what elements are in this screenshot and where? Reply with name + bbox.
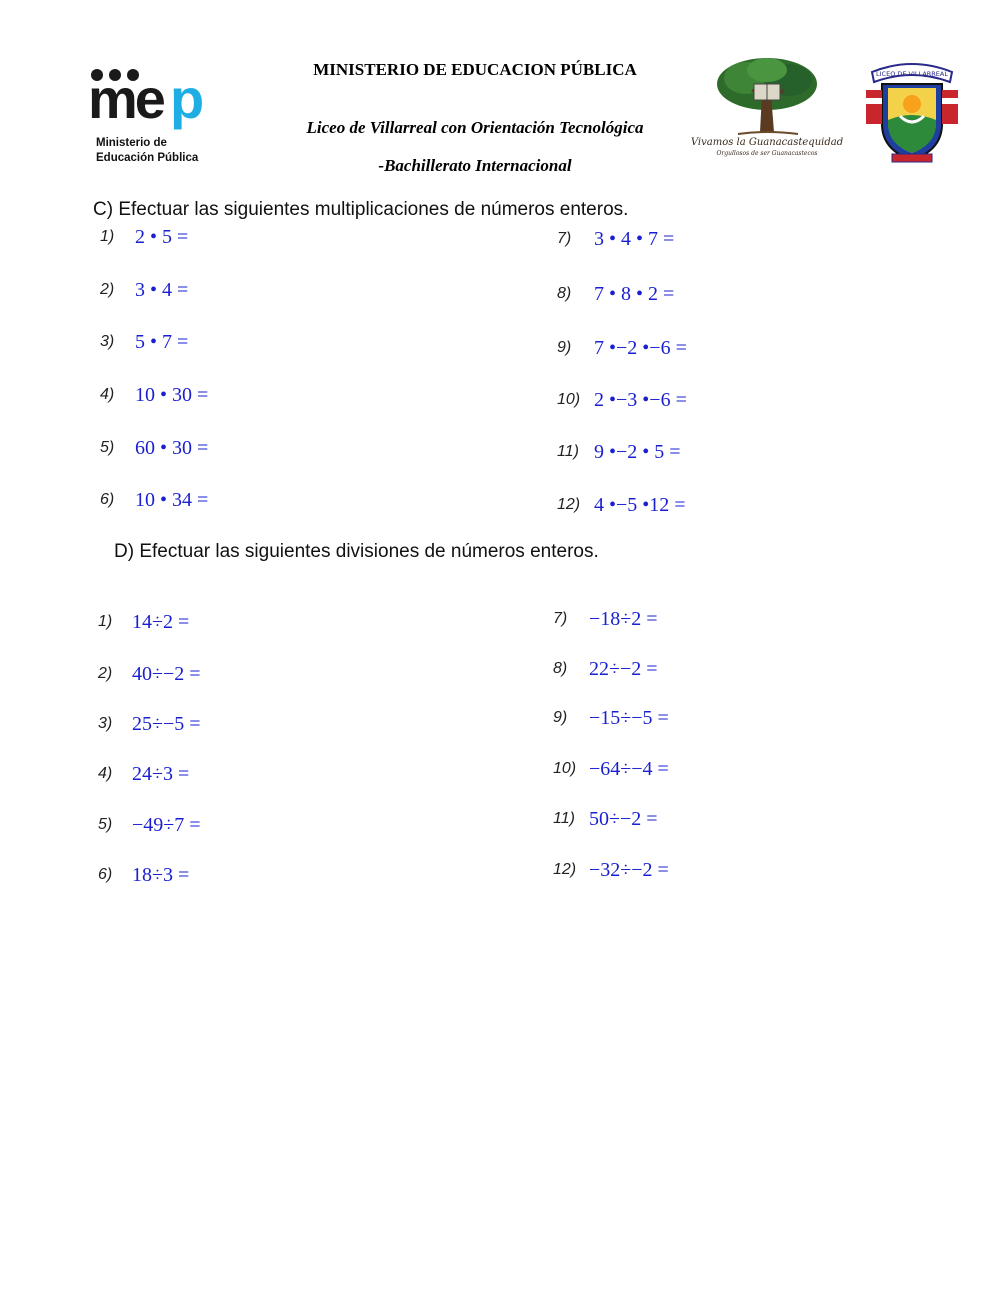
exercise-item — [557, 228, 817, 256]
exercise-expression: 40÷−2 = — [132, 663, 201, 685]
mep-logo-mark — [88, 66, 238, 130]
exercise-expression: 2 • 5 = — [135, 226, 189, 248]
exercise-item — [557, 283, 817, 311]
exercise-number: 5) — [100, 439, 115, 456]
exercise-item — [553, 859, 813, 887]
exercise-item — [557, 494, 817, 522]
exercise-expression: 3 • 4 • 7 = — [594, 228, 675, 250]
exercise-expression: 14÷2 = — [132, 611, 190, 633]
exercise-item — [100, 279, 360, 307]
exercise-expression: 18÷3 = — [132, 864, 190, 886]
exercise-item — [98, 663, 358, 691]
exercise-number: 3) — [100, 333, 115, 350]
exercise-item — [553, 608, 813, 636]
exercise-item — [98, 713, 358, 741]
school-name: Liceo de Villarreal con Orientación Tecnológica — [306, 118, 644, 137]
exercise-expression: 7 •−2 •−6 = — [594, 337, 687, 359]
exercise-expression: 7 • 8 • 2 = — [594, 283, 675, 305]
exercise-item — [98, 864, 358, 892]
exercise-number: 2) — [100, 281, 115, 298]
exercise-item — [557, 337, 817, 365]
exercise-item — [98, 611, 358, 639]
exercise-number: 10) — [553, 760, 577, 777]
exercise-number: 8) — [553, 660, 568, 677]
exercise-expression: 50÷−2 = — [589, 808, 658, 830]
exercise-item — [553, 808, 813, 836]
exercise-number: 6) — [100, 491, 115, 508]
exercise-number: 5) — [98, 816, 113, 833]
ministry-title: MINISTERIO DE EDUCACION PÚBLICA — [313, 60, 637, 79]
exercise-expression: 5 • 7 = — [135, 331, 189, 353]
program-name: -Bachillerato Internacional — [378, 156, 572, 175]
exercise-expression: 10 • 34 = — [135, 489, 209, 511]
svg-text:LICEO DE VILLARREAL: LICEO DE VILLARREAL — [876, 70, 948, 78]
exercise-expression: −64÷−4 = — [589, 758, 669, 780]
exercise-number: 1) — [98, 613, 113, 630]
exercise-number: 11) — [557, 443, 579, 460]
exercise-expression: 60 • 30 = — [135, 437, 209, 459]
exercise-item — [100, 331, 360, 359]
exercise-number: 9) — [557, 339, 572, 356]
exercise-item — [553, 707, 813, 735]
exercise-item — [100, 437, 360, 465]
svg-text:p: p — [170, 67, 205, 130]
exercise-expression: −49÷7 = — [132, 814, 201, 836]
exercise-expression: 25÷−5 = — [132, 713, 201, 735]
exercise-expression: 22÷−2 = — [589, 658, 658, 680]
exercise-expression: 2 •−3 •−6 = — [594, 389, 687, 411]
mep-logo — [88, 62, 248, 172]
exercise-expression: 3 • 4 = — [135, 279, 189, 301]
exercise-item — [557, 389, 817, 417]
exercise-number: 1) — [100, 228, 115, 245]
exercise-number: 8) — [557, 285, 572, 302]
exercise-number: 2) — [98, 665, 113, 682]
exercise-number: 3) — [98, 715, 113, 732]
exercise-number: 9) — [553, 709, 568, 726]
exercise-number: 7) — [557, 230, 572, 247]
exercise-item — [98, 763, 358, 791]
exercise-item — [98, 814, 358, 842]
svg-text:Vivamos la Guanacastequidad: Vivamos la Guanacastequidad — [690, 137, 844, 148]
mep-subtitle-line1: Ministerio de — [96, 137, 167, 149]
exercise-expression: 24÷3 = — [132, 763, 190, 785]
exercise-expression: 9 •−2 • 5 = — [594, 441, 681, 463]
exercise-item — [553, 658, 813, 686]
exercise-number: 12) — [553, 861, 577, 878]
exercise-number: 11) — [553, 810, 575, 827]
exercise-item — [100, 384, 360, 412]
exercise-number: 7) — [553, 610, 568, 627]
exercise-expression: −15÷−5 = — [589, 707, 669, 729]
exercise-number: 12) — [557, 496, 581, 513]
exercise-number: 6) — [98, 866, 113, 883]
section-d-title: D) Efectuar las siguientes divisiones de números enteros. — [114, 541, 599, 562]
exercise-number: 4) — [98, 765, 113, 782]
section-c-title: C) Efectuar las siguientes multiplicaciones de números enteros. — [93, 199, 629, 220]
exercise-item — [100, 226, 360, 254]
exercise-item — [553, 758, 813, 786]
tree-logo-icon — [690, 54, 844, 160]
school-crest-icon — [862, 54, 962, 166]
exercise-item — [100, 489, 360, 517]
exercise-expression: −18÷2 = — [589, 608, 658, 630]
exercise-number: 4) — [100, 386, 115, 403]
exercise-expression: 4 •−5 •12 = — [594, 494, 686, 516]
exercise-number: 10) — [557, 391, 581, 408]
svg-text:Orgullosos de ser Guanacasteco: Orgullosos de ser Guanacastecos — [716, 150, 818, 157]
mep-subtitle-line2: Educación Pública — [96, 152, 199, 164]
exercise-item — [557, 441, 817, 469]
svg-text:me: me — [88, 67, 163, 130]
exercise-expression: 10 • 30 = — [135, 384, 209, 406]
exercise-expression: −32÷−2 = — [589, 859, 669, 881]
